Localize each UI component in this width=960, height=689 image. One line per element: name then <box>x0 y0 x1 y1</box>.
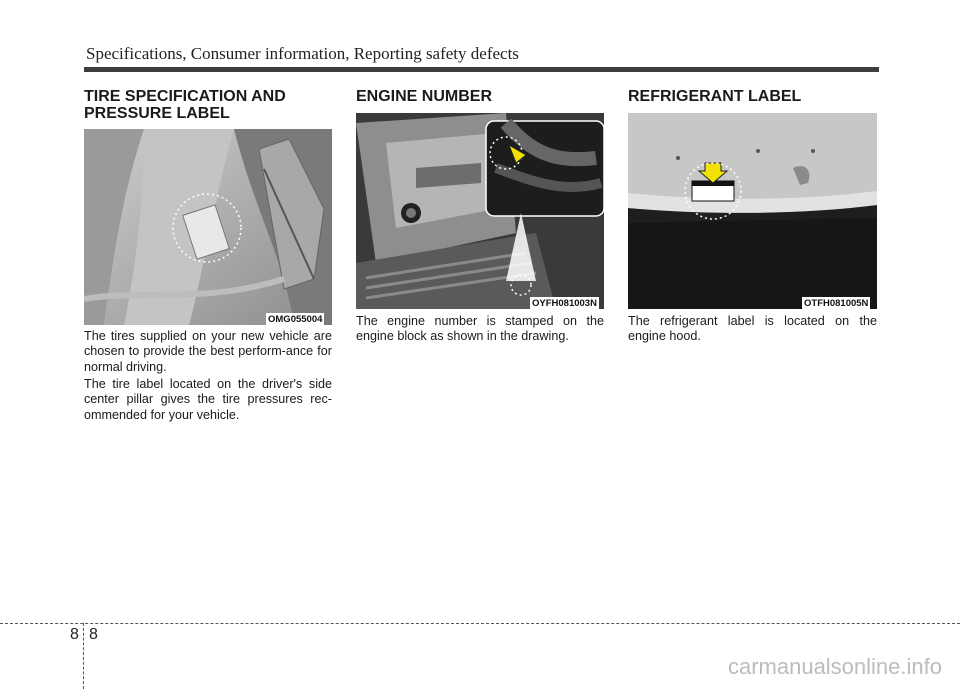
refrigerant-label-photo <box>628 113 877 309</box>
tire-label-paragraph-1: The tires supplied on your new vehicle are chosen to provide the best perform-ance for normal driving. <box>84 329 332 374</box>
engine-hood-illustration <box>628 113 877 309</box>
refrigerant-label-image-code: OTFH081005N <box>804 298 869 309</box>
tire-label-paragraph-2: The tire label located on the driver's side center pillar gives the tire pressures rec-ommended for your vehicle. <box>84 377 332 422</box>
engine-bay-illustration <box>356 113 604 309</box>
engine-number-image-code: OYFH081003N <box>532 298 597 309</box>
refrigerant-label-heading: REFRIGERANT LABEL <box>628 88 802 105</box>
footer-rule <box>0 623 960 624</box>
page-header-title: Specifications, Consumer information, Reporting safety defects <box>86 44 519 63</box>
page-number: 8 <box>89 626 98 643</box>
engine-number-photo <box>356 113 604 309</box>
tire-label-heading <box>84 88 286 122</box>
engine-number-heading: ENGINE NUMBER <box>356 88 493 105</box>
tire-label-heading-line1: TIRE SPECIFICATION AND <box>84 88 286 105</box>
watermark-text: carmanualsonline.info <box>727 654 942 679</box>
section-number: 8 <box>70 626 79 643</box>
refrigerant-label-paragraph: The refrigerant label is located on the engine hood. <box>628 314 877 344</box>
header-rule <box>84 67 879 72</box>
door-pillar-illustration <box>84 129 332 325</box>
tire-label-heading-line2: PRESSURE LABEL <box>84 105 230 122</box>
tire-label-photo <box>84 129 332 325</box>
tire-label-image-code: OMG055004 <box>268 314 323 325</box>
footer-vertical-rule <box>83 623 84 689</box>
engine-number-paragraph: The engine number is stamped on the engine block as shown in the drawing. <box>356 314 604 344</box>
